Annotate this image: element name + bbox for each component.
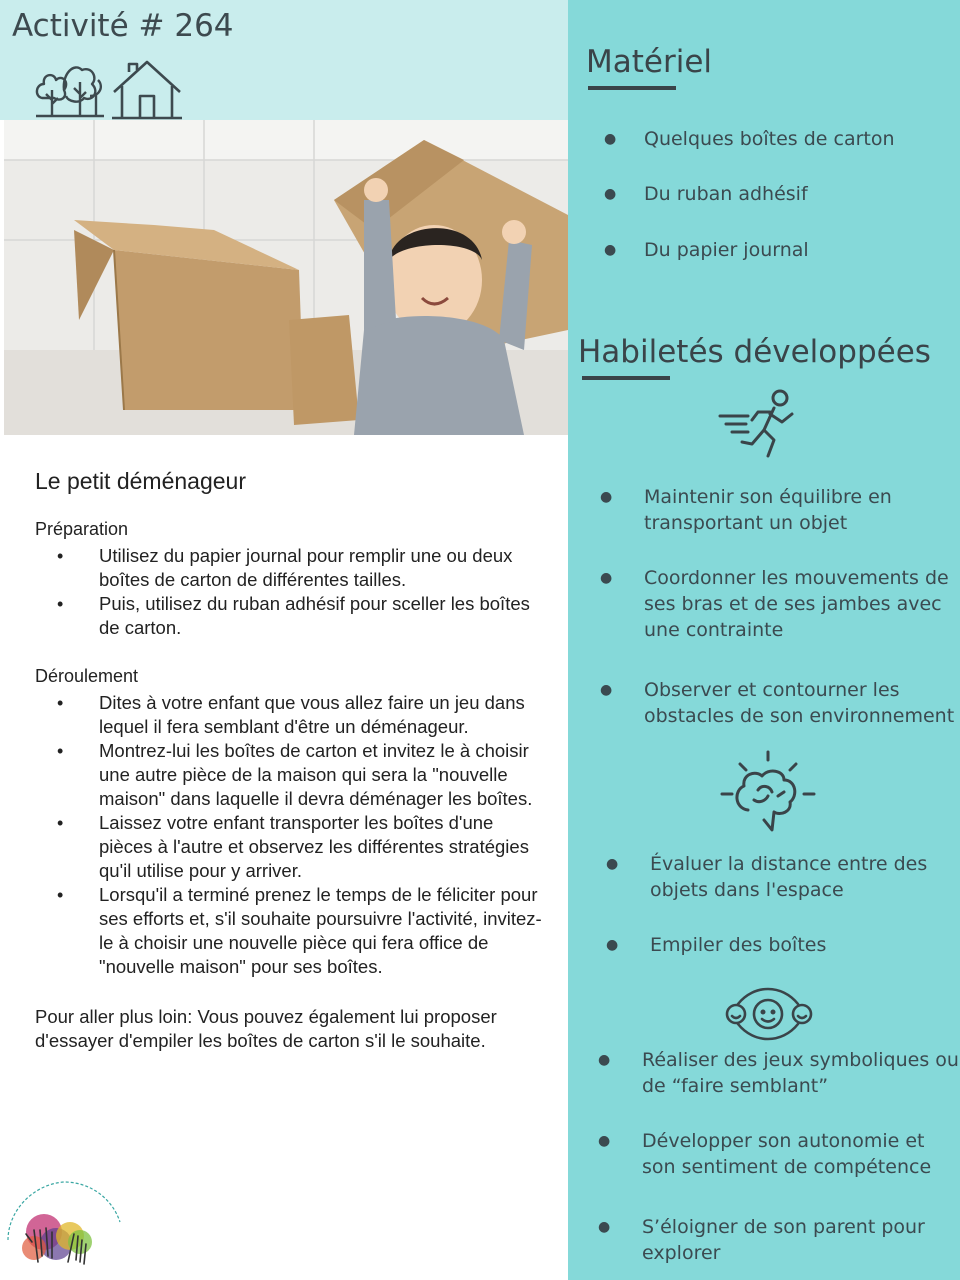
further-text: Vous pouvez également lui proposer d'essayer d'empiler les boîtes de carton s'il le souhaite. — [35, 1006, 497, 1051]
activity-name: Le petit déménageur — [35, 468, 246, 494]
habiletes-heading: Habiletés développées — [578, 334, 931, 370]
deroulement-list — [35, 691, 550, 979]
list-item: • Lorsqu'il a terminé prenez le temps de le féliciter pour ses efforts et, s'il souhaite poursuivre l'activité, invitez-le à choisir une nouvelle pièce qui fera office de "nouvelle maison" pour ses boîtes. — [35, 883, 550, 979]
activity-header — [0, 0, 570, 120]
running-person-icon — [718, 388, 804, 460]
activity-photo — [4, 120, 568, 435]
habiletes-underline — [582, 376, 670, 380]
deroulement-heading: Déroulement — [35, 666, 139, 686]
further-label: Pour aller plus loin: — [35, 1006, 193, 1027]
activity-instructions — [35, 468, 550, 1053]
brain-icon — [718, 750, 818, 840]
preparation-heading: Préparation — [35, 519, 129, 539]
list-item: • Dites à votre enfant que vous allez faire un jeu dans lequel il fera semblant d'être un déménageur. — [35, 691, 550, 739]
list-item: • Puis, utilisez du ruban adhésif pour sceller les boîtes de carton. — [35, 592, 550, 640]
materiel-heading: Matériel — [586, 44, 713, 80]
organization-logo — [4, 1170, 124, 1275]
preparation-list — [35, 544, 550, 640]
child-with-box-illustration — [4, 120, 568, 435]
further-tip — [35, 1005, 550, 1053]
trees-icon — [34, 60, 106, 120]
materiel-underline — [588, 86, 676, 90]
list-item: • Utilisez du papier journal pour remplir une ou deux boîtes de carton de différentes tailles. — [35, 544, 550, 592]
list-item: • Laissez votre enfant transporter les boîtes d'une pièces à l'autre et observez les différentes stratégies qu'il utilise pour y arriver. — [35, 811, 550, 883]
sidebar-panel: Matériel ● Quelques boîtes de carton ● Du ruban adhésif ● Du papier journal Habiletés développées ● Maintenir son équilibre en transportant un objet ● Coordonner les mouvements de ses bras et de ses jambes avec une contrainte ● Observer et contourner les obstacles de son environnement ● Évaluer la distance entre des objets dans l'espace ● Empiler des boîtes ● Réaliser des jeux symboliques ou de “faire semblant” ● Développer son autonomie et son sentiment de compétence ● S’éloigner de son parent pour explorer — [568, 0, 960, 1280]
family-faces-icon — [718, 982, 818, 1046]
list-item: • Montrez-lui les boîtes de carton et invitez le à choisir une autre pièce de la maison qui sera la "nouvelle maison" dans laquelle il devra déménager les boîtes. — [35, 739, 550, 811]
house-icon — [110, 58, 184, 120]
activity-title: Activité # 264 — [12, 8, 234, 44]
